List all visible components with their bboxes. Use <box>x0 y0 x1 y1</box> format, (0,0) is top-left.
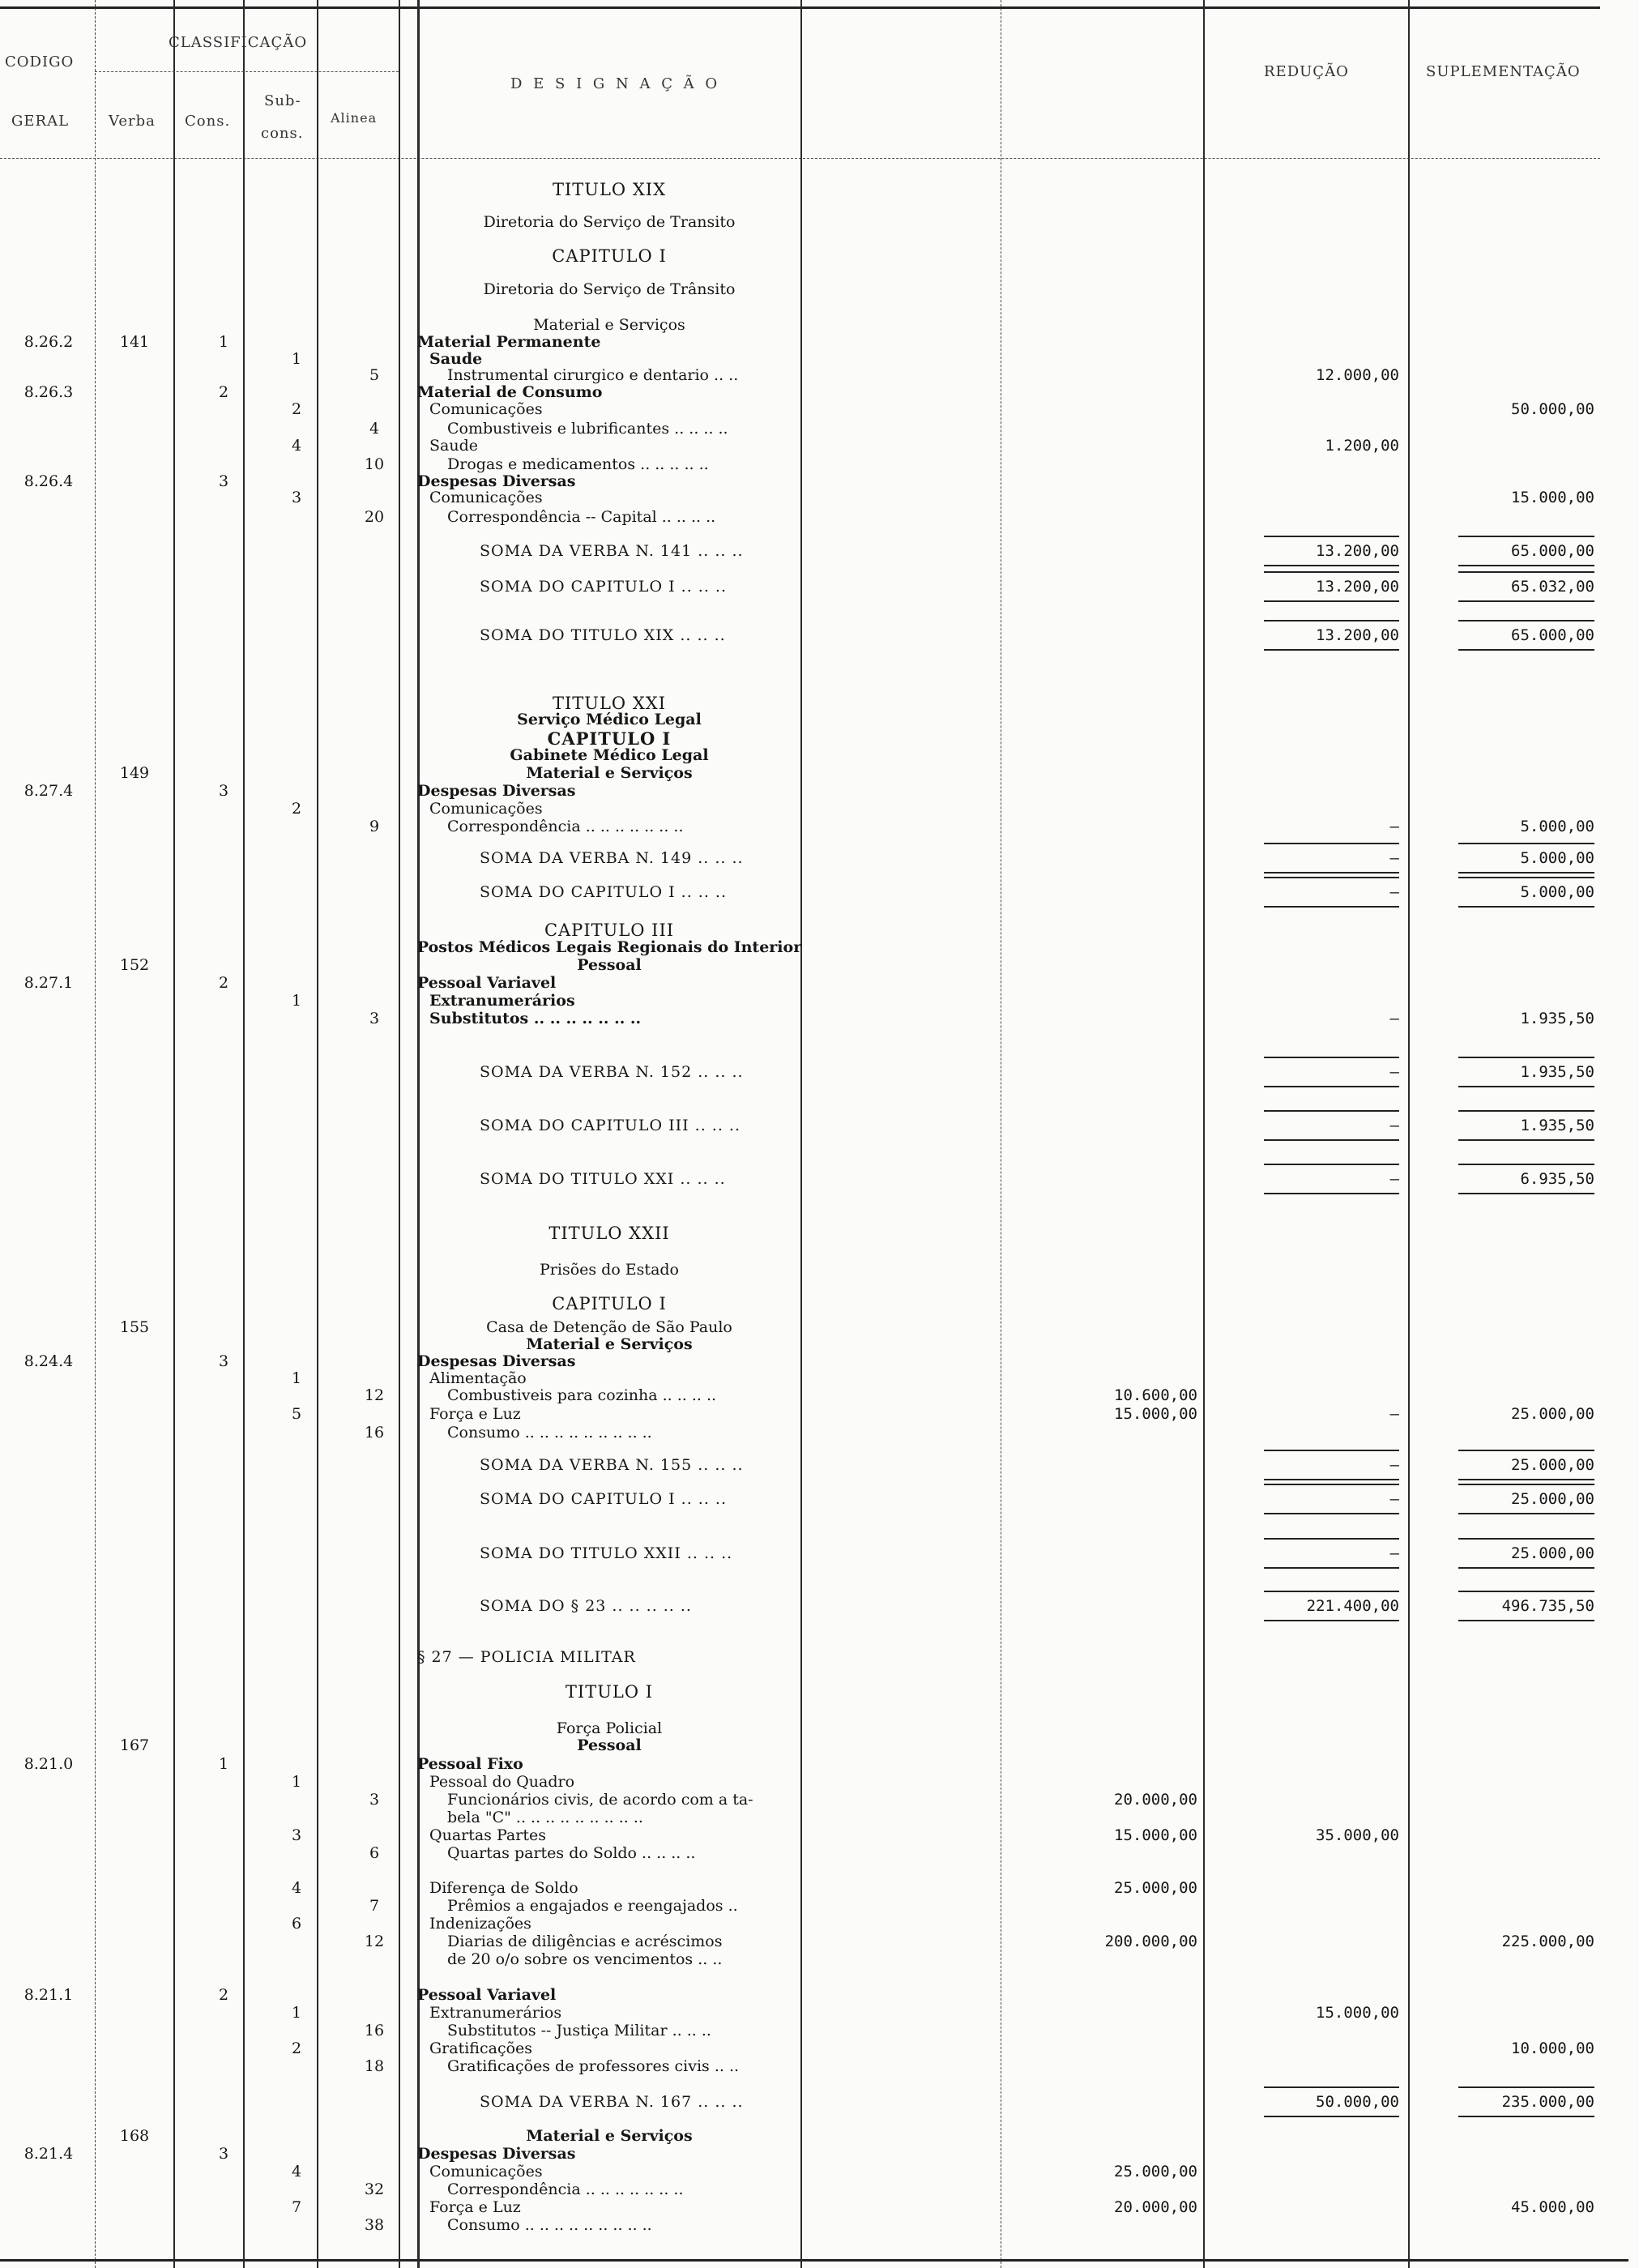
sum-rule <box>1264 906 1399 908</box>
cell-codigo: 8.26.4 <box>23 472 74 490</box>
cell-reducao: 12.000,00 <box>1316 366 1399 384</box>
sum-rule <box>1458 565 1594 566</box>
col-line <box>1408 0 1410 2268</box>
cell-col5: 10.600,00 <box>1114 1386 1197 1404</box>
cell-verba: 141 <box>119 333 150 351</box>
sum-rule <box>1458 1450 1594 1451</box>
cell-reducao: 221.400,00 <box>1306 1597 1399 1615</box>
cell-reducao: — <box>1389 1117 1399 1134</box>
sum-rule <box>1458 906 1594 908</box>
cell-designacao: CAPITULO III <box>544 920 675 940</box>
cell-alinea: 3 <box>369 1791 380 1809</box>
cell-designacao: SOMA DO CAPITULO I .. .. .. <box>480 1490 727 1508</box>
cell-designacao: Consumo .. .. .. .. .. .. .. .. .. <box>447 1424 652 1442</box>
cell-col5: 200.000,00 <box>1104 1933 1197 1950</box>
col-line <box>243 0 245 2268</box>
cell-designacao: CAPITULO I <box>552 1294 667 1313</box>
cell-designacao: Despesas Diversas <box>417 2145 576 2163</box>
sum-rule <box>1264 2086 1399 2088</box>
sum-rule <box>1458 2086 1594 2088</box>
cell-designacao: SOMA DA VERBA N. 155 .. .. .. <box>480 1456 744 1474</box>
sum-rule <box>1264 843 1399 844</box>
cell-alinea: 9 <box>369 818 380 835</box>
cell-designacao: Serviço Médico Legal <box>517 711 702 728</box>
sum-rule <box>1264 1139 1399 1141</box>
cell-designacao: SOMA DA VERBA N. 152 .. .. .. <box>480 1063 744 1081</box>
cell-cons: 2 <box>218 383 229 401</box>
header-reducao: REDUÇÃO <box>1264 63 1349 80</box>
sum-rule <box>1264 1086 1399 1087</box>
cell-verba: 168 <box>119 2127 150 2145</box>
cell-alinea: 20 <box>364 508 385 526</box>
cell-cons: 1 <box>218 1755 229 1773</box>
sum-rule <box>1458 1139 1594 1141</box>
header-geral: GERAL <box>11 113 70 130</box>
classif-rule <box>95 71 399 72</box>
cell-subcons: 1 <box>291 1369 302 1387</box>
cell-reducao: 13.200,00 <box>1316 626 1399 644</box>
cell-suplementacao: 45.000,00 <box>1511 2198 1594 2216</box>
cell-suplementacao: 1.935,50 <box>1520 1117 1594 1134</box>
sum-rule <box>1458 536 1594 537</box>
cell-designacao: Indenizações <box>429 1915 531 1933</box>
sum-rule <box>1264 1513 1399 1514</box>
cell-cons: 3 <box>218 2145 229 2163</box>
sum-rule <box>1264 1479 1399 1480</box>
sum-rule <box>1458 1538 1594 1540</box>
cell-reducao: — <box>1389 818 1399 835</box>
cell-designacao: SOMA DO TITULO XXII .. .. .. <box>480 1544 733 1562</box>
cell-subcons: 3 <box>291 1826 302 1844</box>
cell-designacao: Saude <box>429 350 483 368</box>
cell-designacao: Comunicações <box>429 489 543 506</box>
cell-reducao: — <box>1389 883 1399 901</box>
cell-subcons: 4 <box>291 1879 302 1897</box>
cell-suplementacao: 5.000,00 <box>1520 818 1594 835</box>
sum-rule <box>1264 600 1399 602</box>
header-verba: Verba <box>109 113 156 130</box>
cell-codigo: 8.27.4 <box>23 782 74 800</box>
cell-suplementacao: 1.935,50 <box>1520 1010 1594 1027</box>
cell-reducao: — <box>1389 1063 1399 1081</box>
cell-reducao: — <box>1389 1544 1399 1562</box>
cell-codigo: 8.21.0 <box>23 1755 74 1773</box>
cell-designacao: TITULO I <box>565 1682 654 1702</box>
cell-designacao: Pessoal Fixo <box>417 1755 523 1773</box>
header-suplementacao: SUPLEMENTAÇÃO <box>1426 63 1581 80</box>
sum-rule <box>1264 1057 1399 1058</box>
cell-alinea: 16 <box>364 2022 385 2039</box>
sum-rule <box>1458 1567 1594 1569</box>
sum-rule <box>1458 649 1594 651</box>
cell-designacao: Diferença de Soldo <box>429 1879 578 1897</box>
col-line <box>1203 0 1205 2268</box>
cell-designacao: Comunicações <box>429 2163 543 2180</box>
sum-rule <box>1264 1164 1399 1165</box>
cell-verba: 167 <box>119 1736 150 1754</box>
cell-suplementacao: 25.000,00 <box>1511 1544 1594 1562</box>
cell-cons: 2 <box>218 1986 229 2004</box>
cell-subcons: 2 <box>291 2039 302 2057</box>
cell-designacao: bela "C" .. .. .. .. .. .. .. .. .. <box>447 1809 643 1826</box>
cell-reducao: — <box>1389 1405 1399 1423</box>
header-classificacao: CLASSIFICAÇÃO <box>169 34 308 51</box>
header-codigo: CODIGO <box>5 53 75 70</box>
cell-subcons: 2 <box>291 800 302 818</box>
cell-designacao: Substitutos .. .. .. .. .. .. .. <box>429 1010 642 1027</box>
cell-designacao: Prisões do Estado <box>540 1261 679 1279</box>
cell-col5: 15.000,00 <box>1114 1405 1197 1423</box>
sum-rule <box>1264 872 1399 873</box>
cell-designacao: TITULO XIX <box>552 180 667 199</box>
cell-designacao: Despesas Diversas <box>417 472 576 490</box>
cell-designacao: SOMA DO CAPITULO I .. .. .. <box>480 578 727 596</box>
cell-reducao: — <box>1389 1010 1399 1027</box>
header-alinea: Alinea <box>331 110 378 126</box>
sum-rule <box>1264 877 1399 878</box>
cell-designacao: Material e Serviços <box>526 764 693 782</box>
sum-rule <box>1458 1479 1594 1480</box>
sum-rule <box>1264 1620 1399 1621</box>
sum-rule <box>1264 1450 1399 1451</box>
cell-suplementacao: 6.935,50 <box>1520 1170 1594 1188</box>
cell-designacao: Consumo .. .. .. .. .. .. .. .. .. <box>447 2216 652 2234</box>
cell-designacao: TITULO XXI <box>552 694 667 713</box>
cell-designacao: Saude <box>429 437 478 455</box>
cell-designacao: SOMA DO § 23 .. .. .. .. .. <box>480 1597 692 1615</box>
cell-designacao: Pessoal <box>577 956 642 974</box>
cell-cons: 3 <box>218 782 229 800</box>
sum-rule <box>1458 1484 1594 1485</box>
cell-designacao: CAPITULO I <box>552 246 667 266</box>
cell-designacao: Comunicações <box>429 400 543 418</box>
cell-suplementacao: 50.000,00 <box>1511 400 1594 418</box>
cell-designacao: Instrumental cirurgico e dentario .. .. <box>447 366 739 384</box>
cell-designacao: SOMA DA VERBA N. 141 .. .. .. <box>480 542 744 560</box>
cell-alinea: 12 <box>364 1386 385 1404</box>
cell-col5: 25.000,00 <box>1114 1879 1197 1897</box>
cell-subcons: 4 <box>291 2163 302 2180</box>
cell-subcons: 1 <box>291 992 302 1010</box>
sum-rule <box>1458 843 1594 844</box>
cell-alinea: 10 <box>364 455 385 473</box>
header-designacao: D E S I G N A Ç Ã O <box>510 75 721 92</box>
cell-designacao: Material Permanente <box>417 333 601 351</box>
cell-alinea: 3 <box>369 1010 380 1027</box>
sum-rule <box>1458 877 1594 878</box>
sum-rule <box>1458 620 1594 621</box>
cell-suplementacao: 235.000,00 <box>1501 2093 1594 2111</box>
cell-verba: 149 <box>119 764 150 782</box>
cell-subcons: 1 <box>291 350 302 368</box>
cell-suplementacao: 225.000,00 <box>1501 1933 1594 1950</box>
cell-suplementacao: 5.000,00 <box>1520 849 1594 867</box>
cell-designacao: Diretoria do Serviço de Trânsito <box>483 280 736 298</box>
cell-designacao: Combustiveis para cozinha .. .. .. .. <box>447 1386 717 1404</box>
cell-designacao: Material e Serviços <box>526 2127 693 2145</box>
cell-designacao: Força Policial <box>556 1719 663 1737</box>
sum-rule <box>1458 1513 1594 1514</box>
cell-suplementacao: 10.000,00 <box>1511 2039 1594 2057</box>
cell-alinea: 16 <box>364 1424 385 1442</box>
cell-designacao: SOMA DA VERBA N. 149 .. .. .. <box>480 849 744 867</box>
cell-designacao: Despesas Diversas <box>417 782 576 800</box>
cell-suplementacao: 25.000,00 <box>1511 1490 1594 1508</box>
cell-subcons: 1 <box>291 1773 302 1791</box>
cell-subcons: 5 <box>291 1405 302 1423</box>
cell-designacao: Prêmios a engajados e reengajados .. <box>447 1897 738 1915</box>
cell-designacao: Força e Luz <box>429 1405 521 1423</box>
cell-designacao: Material e Serviços <box>526 1335 693 1353</box>
cell-designacao: Comunicações <box>429 800 543 818</box>
cell-designacao: Quartas partes do Soldo .. .. .. .. <box>447 1844 696 1862</box>
header-subcons: Sub- <box>264 92 301 109</box>
cell-reducao: 13.200,00 <box>1316 578 1399 596</box>
cell-verba: 155 <box>119 1318 150 1336</box>
cell-designacao: Pessoal <box>577 1736 642 1754</box>
cell-suplementacao: 65.000,00 <box>1511 626 1594 644</box>
cell-reducao: 13.200,00 <box>1316 542 1399 560</box>
cell-alinea: 4 <box>369 420 380 438</box>
cell-designacao: Casa de Detenção de São Paulo <box>486 1318 732 1336</box>
col-line <box>95 0 96 2268</box>
cell-reducao: 15.000,00 <box>1316 2004 1399 2022</box>
cell-codigo: 8.21.4 <box>23 2145 74 2163</box>
sum-rule <box>1264 571 1399 573</box>
cell-designacao: Diarias de diligências e acréscimos <box>447 1933 723 1950</box>
sum-rule <box>1264 1110 1399 1112</box>
cell-alinea: 12 <box>364 1933 385 1950</box>
cell-subcons: 2 <box>291 400 302 418</box>
cell-designacao: SOMA DA VERBA N. 167 .. .. .. <box>480 2093 744 2111</box>
sum-rule <box>1264 1567 1399 1569</box>
sum-rule <box>1458 1057 1594 1058</box>
cell-designacao: Gratificações <box>429 2039 533 2057</box>
cell-alinea: 18 <box>364 2057 385 2075</box>
cell-designacao: SOMA DO CAPITULO I .. .. .. <box>480 883 727 901</box>
sum-rule <box>1458 2116 1594 2117</box>
cell-alinea: 32 <box>364 2180 385 2198</box>
sum-rule <box>1458 1193 1594 1194</box>
cell-suplementacao: 65.032,00 <box>1511 578 1594 596</box>
sum-rule <box>1264 649 1399 651</box>
cell-designacao: Alimentação <box>429 1369 527 1387</box>
col-line <box>173 0 175 2268</box>
cell-col5: 20.000,00 <box>1114 2198 1197 2216</box>
cell-designacao: SOMA DO TITULO XXI .. .. .. <box>480 1170 726 1188</box>
col-line <box>317 0 318 2268</box>
cell-reducao: — <box>1389 1170 1399 1188</box>
header-subcons-2: cons. <box>261 125 304 142</box>
cell-designacao: Extranumerários <box>429 2004 562 2022</box>
cell-designacao: Força e Luz <box>429 2198 521 2216</box>
cell-designacao: Correspondência -- Capital .. .. .. .. <box>447 508 716 526</box>
col-line <box>800 0 802 2268</box>
cell-designacao: Combustiveis e lubrificantes .. .. .. .. <box>447 420 728 438</box>
cell-subcons: 3 <box>291 489 302 506</box>
cell-subcons: 7 <box>291 2198 302 2216</box>
cell-alinea: 6 <box>369 1844 380 1862</box>
sum-rule <box>1264 536 1399 537</box>
cell-cons: 3 <box>218 1352 229 1370</box>
sum-rule <box>1264 1591 1399 1592</box>
cell-cons: 1 <box>218 333 229 351</box>
cell-designacao: Postos Médicos Legais Regionais do Interior <box>416 938 802 956</box>
cell-designacao: Substitutos -- Justiça Militar .. .. .. <box>447 2022 711 2039</box>
cell-designacao: Despesas Diversas <box>417 1352 576 1370</box>
sum-rule <box>1458 600 1594 602</box>
cell-designacao: Extranumerários <box>429 992 575 1010</box>
cell-designacao: Funcionários civis, de acordo com a ta- <box>447 1791 753 1809</box>
cell-col5: 25.000,00 <box>1114 2163 1197 2180</box>
sum-rule <box>1264 620 1399 621</box>
cell-suplementacao: 496.735,50 <box>1501 1597 1594 1615</box>
header-cons: Cons. <box>185 113 231 130</box>
cell-designacao: Correspondência .. .. .. .. .. .. .. <box>447 2180 684 2198</box>
cell-reducao: 1.200,00 <box>1325 437 1399 455</box>
sum-rule <box>1264 1193 1399 1194</box>
cell-alinea: 5 <box>369 366 380 384</box>
cell-reducao: — <box>1389 1490 1399 1508</box>
cell-cons: 3 <box>218 472 229 490</box>
cell-suplementacao: 1.935,50 <box>1520 1063 1594 1081</box>
cell-designacao: Correspondência .. .. .. .. .. .. .. <box>447 818 684 835</box>
cell-suplementacao: 5.000,00 <box>1520 883 1594 901</box>
sum-rule <box>1458 571 1594 573</box>
cell-subcons: 4 <box>291 437 302 455</box>
cell-col5: 15.000,00 <box>1114 1826 1197 1844</box>
cell-reducao: 35.000,00 <box>1316 1826 1399 1844</box>
cell-cons: 2 <box>218 974 229 992</box>
cell-suplementacao: 25.000,00 <box>1511 1405 1594 1423</box>
cell-reducao: — <box>1389 849 1399 867</box>
cell-designacao: de 20 o/o sobre os vencimentos .. .. <box>447 1950 723 1968</box>
cell-designacao: Pessoal do Quadro <box>429 1773 575 1791</box>
sum-rule <box>1458 1110 1594 1112</box>
cell-subcons: 1 <box>291 2004 302 2022</box>
cell-codigo: 8.21.1 <box>23 1986 74 2004</box>
sum-rule <box>1458 872 1594 873</box>
cell-designacao: SOMA DO TITULO XIX .. .. .. <box>480 626 726 644</box>
sum-rule <box>1264 1538 1399 1540</box>
cell-codigo: 8.27.1 <box>23 974 74 992</box>
cell-designacao: SOMA DO CAPITULO III .. .. .. <box>480 1117 741 1134</box>
cell-designacao: Gratificações de professores civis .. .. <box>447 2057 740 2075</box>
cell-suplementacao: 65.000,00 <box>1511 542 1594 560</box>
cell-designacao: Material e Serviços <box>533 316 685 334</box>
col-line <box>399 0 400 2268</box>
sum-rule <box>1458 1591 1594 1592</box>
cell-alinea: 38 <box>364 2216 385 2234</box>
cell-subcons: 6 <box>291 1915 302 1933</box>
cell-col5: 20.000,00 <box>1114 1791 1197 1809</box>
sum-rule <box>1458 1164 1594 1165</box>
cell-designacao: CAPITULO I <box>547 728 672 749</box>
sum-rule <box>1458 1086 1594 1087</box>
cell-codigo: 8.26.3 <box>23 383 74 401</box>
sum-rule <box>1264 565 1399 566</box>
sum-rule <box>1264 2116 1399 2117</box>
cell-alinea: 7 <box>369 1897 380 1915</box>
cell-designacao: Pessoal Variavel <box>417 1986 557 2004</box>
cell-designacao: Drogas e medicamentos .. .. .. .. .. <box>447 455 709 473</box>
cell-designacao: TITULO XXII <box>548 1224 670 1243</box>
cell-designacao: Material de Consumo <box>417 383 603 401</box>
cell-reducao: 50.000,00 <box>1316 2093 1399 2111</box>
cell-codigo: 8.24.4 <box>23 1352 74 1370</box>
sum-rule <box>1264 1484 1399 1485</box>
cell-designacao: Quartas Partes <box>429 1826 546 1844</box>
sum-rule <box>1458 1620 1594 1621</box>
cell-designacao: Pessoal Variavel <box>417 974 557 992</box>
cell-suplementacao: 25.000,00 <box>1511 1456 1594 1474</box>
cell-verba: 152 <box>119 956 150 974</box>
cell-reducao: — <box>1389 1456 1399 1474</box>
cell-codigo: 8.26.2 <box>23 333 74 351</box>
cell-suplementacao: 15.000,00 <box>1511 489 1594 506</box>
cell-designacao: § 27 — POLICIA MILITAR <box>417 1648 636 1666</box>
cell-designacao: Diretoria do Serviço de Transito <box>483 213 736 231</box>
cell-designacao: Gabinete Médico Legal <box>510 746 709 764</box>
